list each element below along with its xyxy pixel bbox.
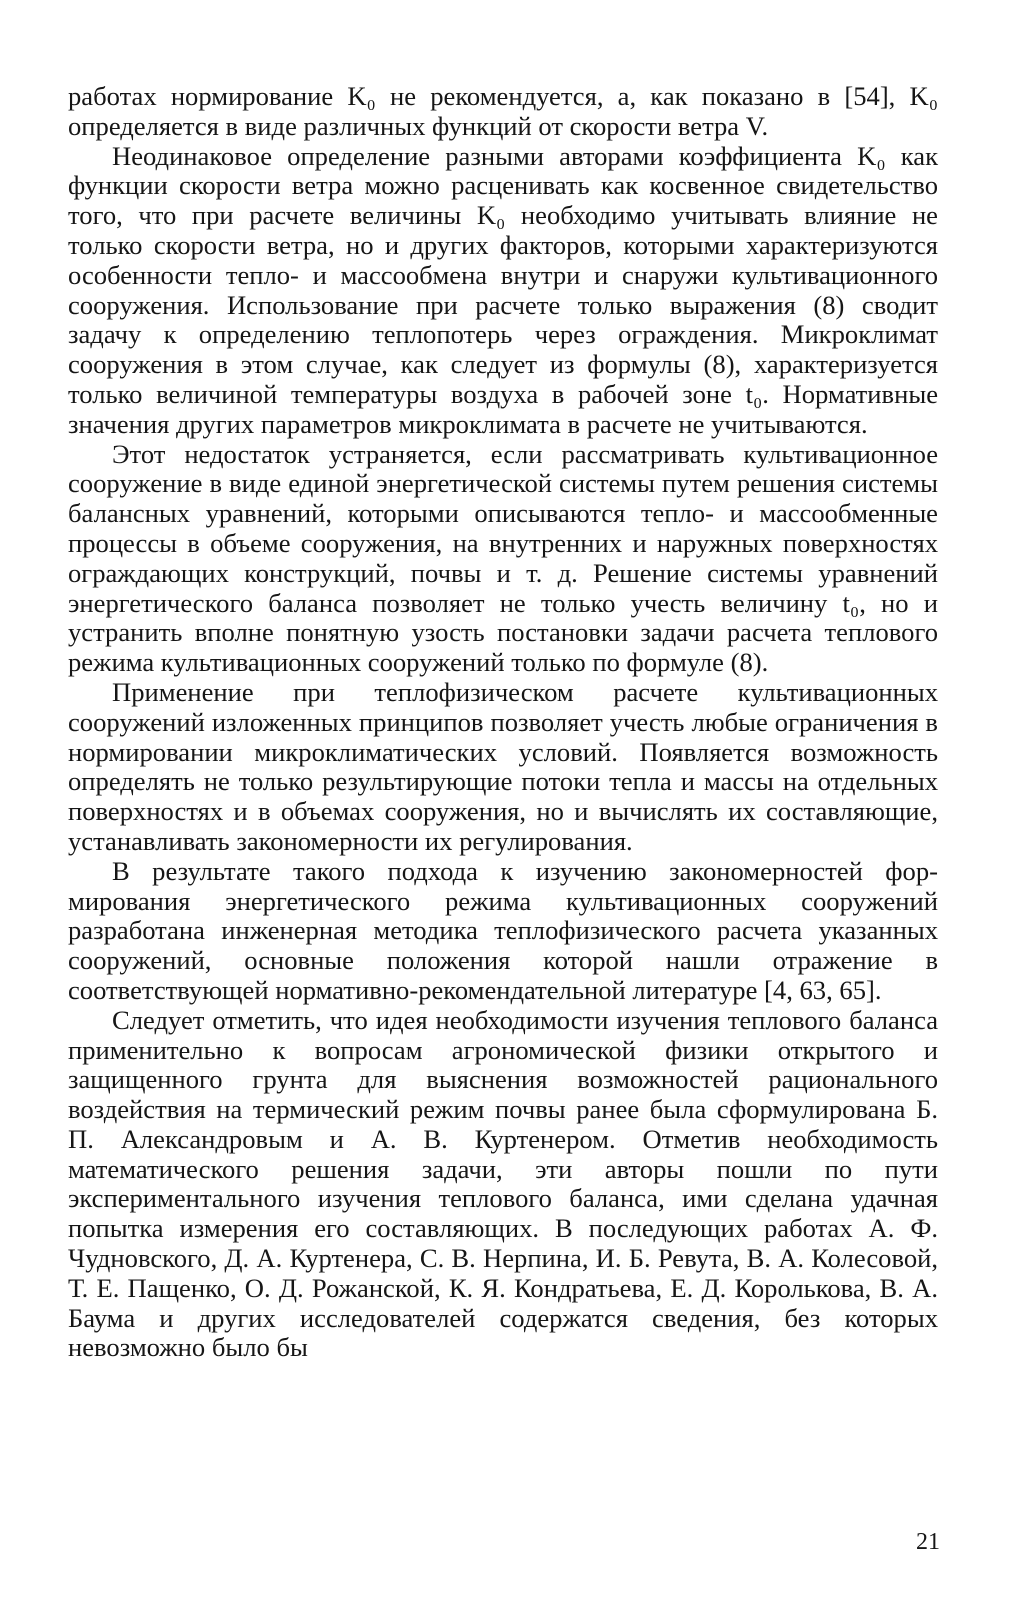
paragraph-4: В результате такого подхода к изучению закономерностей формирования энергетического режима культивационных сооружений разработана инженерная методика теплофизического расчета указанных сооружений, основные положения которой нашли отражение в соответствующей нормативно-рекомендательной литературе [4, 63, 65]. [68, 855, 938, 1005]
paragraph-continuation: работах нормирование K₀ не рекомендуется, а, как показано в [54], K₀ определяется в виде различных функций от скорости ветра V. [68, 81, 938, 141]
paragraph-3: Применение при теплофизическом расчете культивационных сооружений изложенных принципов позволяет учесть любые ограничения в нормировании микроклиматических условий. Появляется возможность определять не только результирующие потоки тепла и массы на отдельных поверхностях и в объемах сооружения, но и вычислять их составляющие, устанавливать закономерности их регулирования. [68, 676, 938, 856]
paragraph-2: Этот недостаток устраняется, если рассматривать культивационное сооружение в виде единой энергетической системы путем решения системы балансных уравнений, которыми описываются тепло- и массообменные процессы в объеме сооружения, на внутренних и наружных поверхностях ограждающих конструкций, почвы и т. д. Решение системы уравнений энергетического баланса позволяет не только учесть величину t₀, но и устранить вполне понятную узость постановки задачи расчета теплового режима культивационных сооружений только по формуле (8). [68, 438, 938, 678]
paragraph-1: Неодинаковое определение разными авторами коэффициента K₀ как функции скорости ветра можно расценивать как косвенное свидетельство того, что при расчете величины K₀ необходимо учитывать влияние не только скорости ветра, но и других факторов, которыми характеризуются особенности тепло- и массообмена внутри и снаружи культивационного сооружения. Использование при расчете только выражения (8) сводит задачу к определению теплопотерь через ограждения. Микроклимат сооружения в этом случае, как следует из формулы (8), характеризуется только величиной температуры воздуха в рабочей зоне t₀. Нормативные значения других параметров микроклимата в расчете не учитываются. [68, 140, 938, 439]
paragraph-5: Следует отметить, что идея необходимости изучения теплового баланса применительно к вопросам агрономической физики открытого и защищенного грунта для выяснения возможностей рационального воздействия на термический режим почвы ранее была сформулирована Б. П. Александровым и А. В. Куртенером. Отметив необходимость математического решения задачи, эти авторы пошли по пути экспериментального изучения теплового баланса, ими сделана удачная попытка измерения его составляющих. В последующих работах А. Ф. Чудновского, Д. А. Куртенера, С. В. Нерпина, И. Б. Ревута, В. А. Колесовой, Т. Е. Пащенко, О. Д. Рожанской, К. Я. Кондратьева, Е. Д. Королькова, В. А. Баума и других исследователей содержатся сведения, без которых невозможно было бы [68, 1004, 938, 1363]
page-text-column [68, 82, 938, 1522]
page-number: 21 [916, 1529, 940, 1555]
